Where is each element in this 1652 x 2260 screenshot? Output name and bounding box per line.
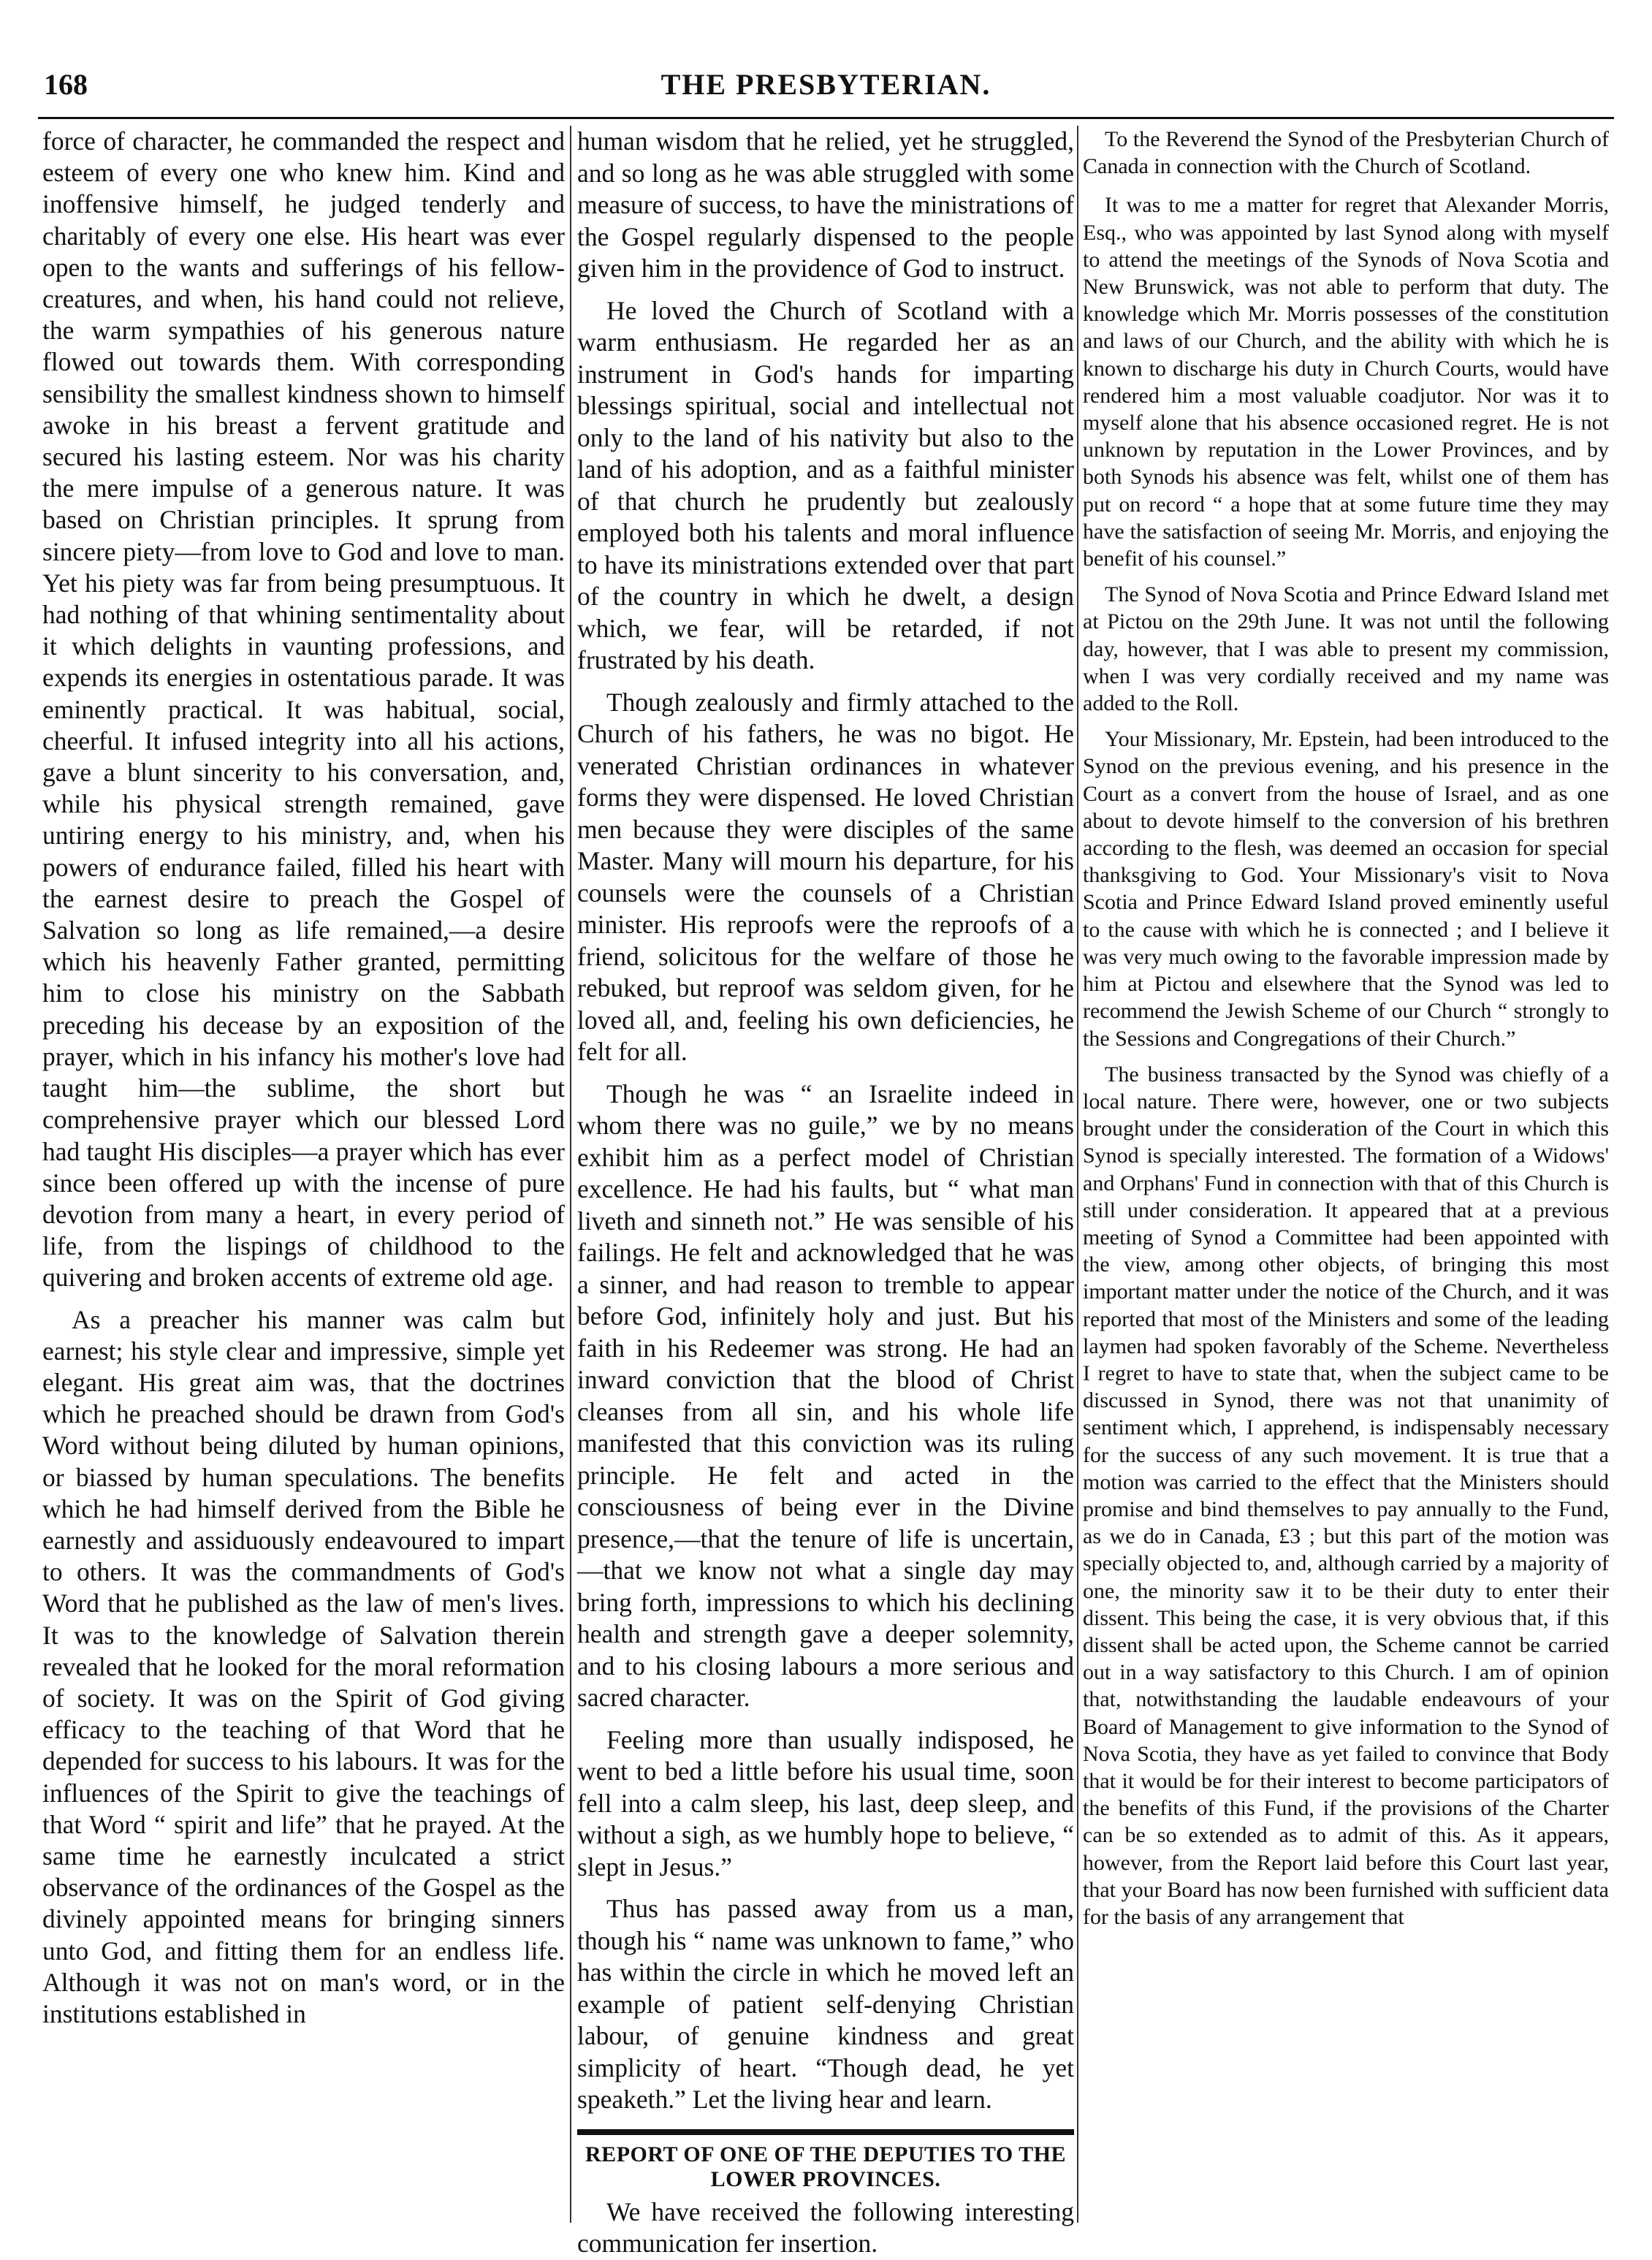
header-rule: [38, 117, 1614, 119]
column-divider-1: [570, 126, 571, 2223]
column-right: [1083, 126, 1609, 2223]
paragraph: force of character, he commanded the respect and esteem of every one who knew him. Kind and inoffensive himself, he judged tenderly and charitably of every one else. His heart was ever open to the wants and sufferings of his fellow-creatures, and when, his hand could not relieve, the warm sympathies of his generous nature flowed out towards them. With corresponding sensibility the smallest kindness shown to himself awoke in his breast a fervent gratitude and secured his lasting esteem. Nor was his charity the mere impulse of a generous nature. It was based on Christian principles. It sprung from sincere piety—from love to God and love to man. Yet his piety was far from being presumptuous. It had nothing of that whining sentimentality about it which delights in vaunting professions, and expends its energies in ostentatious parade. It was eminently practical. It was habitual, social, cheerful. It infused integrity into all his actions, gave a blunt sincerity to his conversation, and, while his physical strength remained, gave untiring energy to his ministry, and, when his powers of endurance failed, filled his heart with the earnest desire to preach the Gospel of Salvation so long as life remained,—a desire which his heavenly Father granted, permitting him to close his ministry on the Sabbath preceding his decease by an exposition of the prayer, which in his infancy his mother's love had taught him—the sublime, the short but comprehensive prayer which our blessed Lord had taught His disciples—a prayer which has ever since been offered up with the incense of pure devotion from many a heart, in every period of life, from the lispings of childhood to the quivering and broken accents of extreme old age.: [42, 126, 565, 1293]
page-number: 168: [44, 68, 88, 101]
paragraph: human wisdom that he relied, yet he struggled, and so long as he was able struggled with some measure of success, to have the ministrations of the Gospel regularly dispensed to the people given him in the providence of God to instruct.: [577, 126, 1074, 283]
section-heading: REPORT OF ONE OF THE DEPUTIES TO THE LOWER PROVINCES.: [585, 2142, 1066, 2191]
paragraph: Thus has passed away from us a man, though his “ name was unknown to fame,” who has within the circle in which he moved left an example of patient self-denying Christian labour, of genuine kindness and great simplicity of heart. “Though dead, he yet speaketh.” Let the living hear and learn.: [577, 1894, 1074, 2114]
paragraph: He loved the Church of Scotland with a warm enthusiasm. He regarded her as an instrument in God's hands for imparting blessings spiritual, social and intellectual not only to the land of his nativity but also to the land of his adoption, and as a faithful minister of that church he prudently but zealously employed both his talents and moral influence to have its ministrations extended over that part of the country in which he dwelt, a design which, we fear, will be retarded, if not frustrated by his death.: [577, 295, 1074, 674]
section-rule: [577, 2129, 1074, 2135]
column-middle: [577, 126, 1074, 2258]
column-left: [42, 126, 565, 2223]
paragraph: Feeling more than usually indisposed, he went to bed a little before his usual time, soon fell into a calm sleep, his last, deep sleep, and without a sigh, as we humbly hope to believe, “ slept in Jesus.”: [577, 1724, 1074, 1882]
running-title: THE PRESBYTERIAN.: [661, 68, 991, 101]
paragraph: It was to me a matter for regret that Alexander Morris, Esq., who was appointed by last Synod along with myself to attend the meetings of the Synods of Nova Scotia and New Brunswick, was not able to perform that duty. The knowledge which Mr. Morris possesses of the constitution and laws of our Church, and the ability with which he is known to discharge his duty in Church Courts, would have rendered him a most valuable coadjutor. Nor was it to myself alone that his absence occasioned regret. He is not unknown by reputation in the Lower Provinces, and by both Synods his absence was felt, whilst one of them has put on record “ a hope that at some future time they may have the satisfaction of seeing Mr. Morris, and enjoying the benefit of his counsel.”: [1083, 193, 1609, 571]
paragraph: Your Missionary, Mr. Epstein, had been introduced to the Synod on the previous evening, and his presence in the Court as a convert from the house of Israel, and as one about to devote himself to the conversion of his brethren according to the flesh, was deemed an occasion for special thanksgiving to God. Your Missionary's visit to Nova Scotia and Prince Edward Island proved eminently useful to the cause with which he is connected ; and I believe it was very much owing to the favorable impression made by him at Pictou and elsewhere that the Synod was led to recommend the Jewish Scheme of our Church “ strongly to the Sessions and Congregations of their Church.”: [1083, 727, 1609, 1051]
paragraph: We have received the following interesting communication fer insertion.: [577, 2196, 1074, 2258]
column-divider-2: [1077, 126, 1078, 2223]
page-header: [44, 67, 1608, 118]
paragraph: Though he was “ an Israelite indeed in whom there was no guile,” we by no means exhibit him as a perfect model of Christian excellence. He had his faults, but “ what man liveth and sinneth not.” He was sensible of his failings. He felt and acknowledged that he was a sinner, and had reason to tremble to appear before God, infinitely holy and just. But his faith in his Redeemer was strong. He had an inward conviction that the blood of Christ cleanses from all sin, and his whole life manifested that this conviction was its ruling principle. He felt and acted in the consciousness of being ever in the Divine presence,—that the tenure of life is uncertain,—that we know not what a single day may bring forth, impressions to which his declining health and strength gave a deeper solemnity, and to his closing labours a more serious and sacred character.: [577, 1078, 1074, 1712]
paragraph: The business transacted by the Synod was chiefly of a local nature. There were, however, one or two subjects brought under the consideration of the Court in which this Synod is specially interested. The formation of a Widows' and Orphans' Fund in connection with that of this Church is still under consideration. It appeared that at a previous meeting of Synod a Committee had been appointed with the view, among other objects, of bringing this most important matter under the notice of the Church, and it was reported that most of the Ministers and some of the leading laymen had spoken favorably of the Scheme. Nevertheless I regret to have to state that, when the subject came to be discussed in Synod, there was not that unanimity of sentiment which, I apprehend, is indispensably necessary for the success of any such movement. It is true that a motion was carried to the effect that the Ministers should promise and bind themselves to pay annually to the Fund, as we do in Canada, £3 ; but this part of the motion was specially objected to, and, although carried by a majority of one, the minority saw it to be their duty to enter their dissent. This being the case, it is very obvious that, if this dissent shall be acted upon, the Scheme cannot be carried out in a way satisfactory to this Church. I am of opinion that, notwithstanding the laudable endeavours of your Board of Management to give information to the Synod of Nova Scotia, they have as yet failed to convince that Body that it would be for their interest to become participators of the benefits of this Fund, if the provisions of the Charter can be so extended as to admit of this. As it appears, however, from the Report laid before this Court last year, that your Board has now been furnished with sufficient data for the basis of any arrangement that: [1083, 1062, 1609, 1929]
paragraph: Though zealously and firmly attached to the Church of his fathers, he was no bigot. He venerated Christian ordinances in whatever forms they were dispensed. He loved Christian men because they were disciples of the same Master. Many will mourn his departure, for his counsels were the counsels of a Christian minister. His reproofs were the reproofs of a friend, solicitous for the welfare of those he rebuked, but reproof was seldom given, for he loved all, and, feeling his own deficiencies, he felt for all.: [577, 687, 1074, 1066]
paragraph: The Synod of Nova Scotia and Prince Edward Island met at Pictou on the 29th June. It was not until the following day, however, that I was able to present my commission, when I was very cordially received and my name was added to the Roll.: [1083, 582, 1609, 716]
letter-address: To the Reverend the Synod of the Presbyterian Church of Canada in connection with the Church of Scotland.: [1083, 127, 1609, 179]
paragraph: As a preacher his manner was calm but earnest; his style clear and impressive, simple yet elegant. His great aim was, that the doctrines which he preached should be drawn from God's Word without being diluted by human opinions, or biassed by human speculations. The benefits which he had himself derived from the Bible he earnestly and assiduously endeavoured to impart to others. It was the commandments of God's Word that he published as the law of men's lives. It was to the knowledge of Salvation therein revealed that he looked for the moral reformation of society. It was on the Spirit of God giving efficacy to the teaching of that Word that he depended for success to his labours. It was for the influences of the Spirit to give the teachings of that Word “ spirit and life” that he prayed. At the same time he earnestly inculcated a strict observance of the ordinances of the Gospel as the divinely appointed means for bringing sinners unto God, and fitting them for an endless life. Although it was not on man's word, or in the institutions established in: [42, 1304, 565, 2028]
